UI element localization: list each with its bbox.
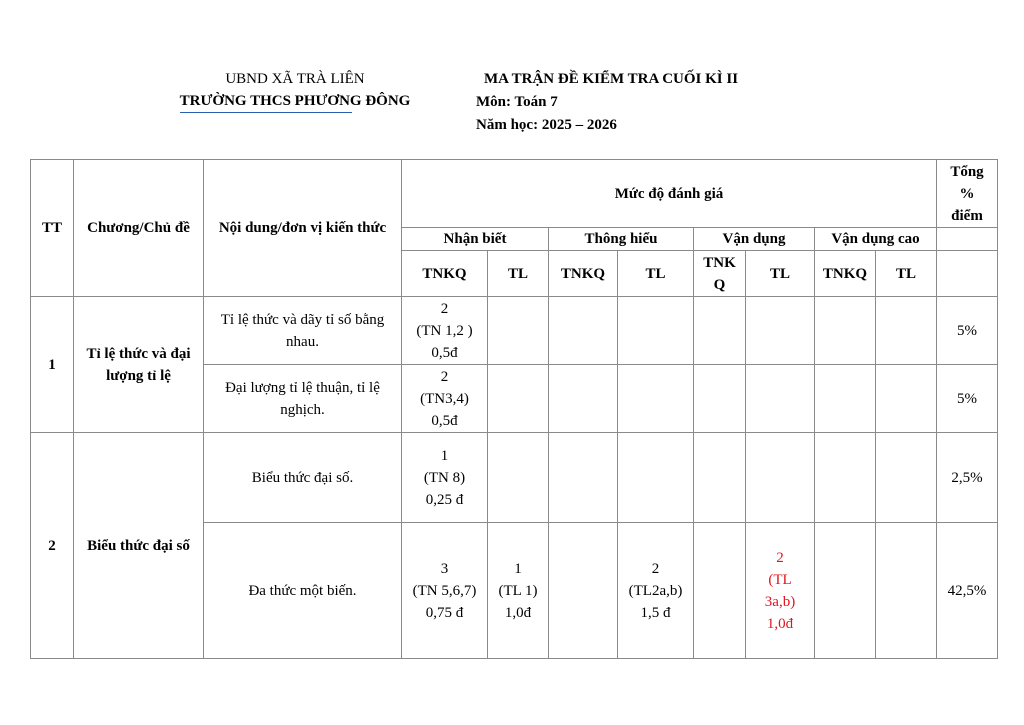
header-row-1	[31, 160, 998, 228]
header-level-understanding: Thông hiểu	[549, 228, 694, 251]
content-unit: Biểu thức đại số.	[204, 433, 402, 523]
vd-tl-cell: 2 (TL 3a,b) 1,0đ	[746, 523, 815, 659]
content-unit: Đại lượng tỉ lệ thuận, tỉ lệ nghịch.	[204, 365, 402, 433]
school-year-line: Năm học: 2025 – 2026	[476, 117, 617, 133]
header-total: Tổng % điểm	[937, 160, 998, 228]
header-total-empty-2	[937, 251, 998, 297]
table-row	[31, 297, 998, 365]
header-level-application: Vận dụng	[694, 228, 815, 251]
total-percent: 5%	[937, 365, 998, 433]
total-percent: 42,5%	[937, 523, 998, 659]
sub-nb-tl: TL	[488, 251, 549, 297]
sub-nb-tnkq: TNKQ	[402, 251, 488, 297]
nb-tl-cell: 1 (TL 1) 1,0đ	[488, 523, 549, 659]
total-percent: 2,5%	[937, 433, 998, 523]
nb-tnkq-cell: 2 (TN3,4) 0,5đ	[402, 365, 488, 433]
topic-name: Biểu thức đại số	[74, 433, 204, 659]
header-total-empty-1	[937, 228, 998, 251]
header-content: Nội dung/đơn vị kiến thức	[204, 160, 402, 297]
header-tt: TT	[31, 160, 74, 297]
header-assessment-level: Mức độ đánh giá	[402, 160, 937, 228]
content-unit: Đa thức một biến.	[204, 523, 402, 659]
exam-matrix-table	[30, 159, 998, 659]
school-name: TRƯỜNG THCS PHƯƠNG ĐÔNG	[179, 93, 411, 109]
document-title: MA TRẬN ĐỀ KIỂM TRA CUỐI KÌ II	[484, 71, 739, 87]
sub-vdc-tnkq: TNKQ	[815, 251, 876, 297]
school-name-underline	[180, 112, 352, 113]
nb-tnkq-cell: 2 (TN 1,2 ) 0,5đ	[402, 297, 488, 365]
total-percent: 5%	[937, 297, 998, 365]
table-row	[31, 433, 998, 523]
subject-line: Môn: Toán 7	[476, 94, 558, 110]
content-unit: Tỉ lệ thức và dãy tỉ số bằng nhau.	[204, 297, 402, 365]
nb-tnkq-cell: 3 (TN 5,6,7) 0,75 đ	[402, 523, 488, 659]
header-level-recognition: Nhận biết	[402, 228, 549, 251]
sub-vdc-tl: TL	[876, 251, 937, 297]
sub-vd-tnkq: TNK Q	[694, 251, 746, 297]
header-chapter: Chương/Chủ đề	[74, 160, 204, 297]
header-level-high-application: Vận dụng cao	[815, 228, 937, 251]
sub-th-tl: TL	[618, 251, 694, 297]
sub-th-tnkq: TNKQ	[549, 251, 618, 297]
school-header	[140, 68, 450, 112]
topic-number: 1	[31, 297, 74, 433]
sub-vd-tl: TL	[746, 251, 815, 297]
commune-name: UBND XÃ TRÀ LIÊN	[225, 71, 365, 87]
exam-header	[476, 68, 876, 137]
topic-number: 2	[31, 433, 74, 659]
topic-name: Tỉ lệ thức và đại lượng tỉ lệ	[74, 297, 204, 433]
th-tl-cell: 2 (TL2a,b) 1,5 đ	[618, 523, 694, 659]
nb-tnkq-cell: 1 (TN 8) 0,25 đ	[402, 433, 488, 523]
